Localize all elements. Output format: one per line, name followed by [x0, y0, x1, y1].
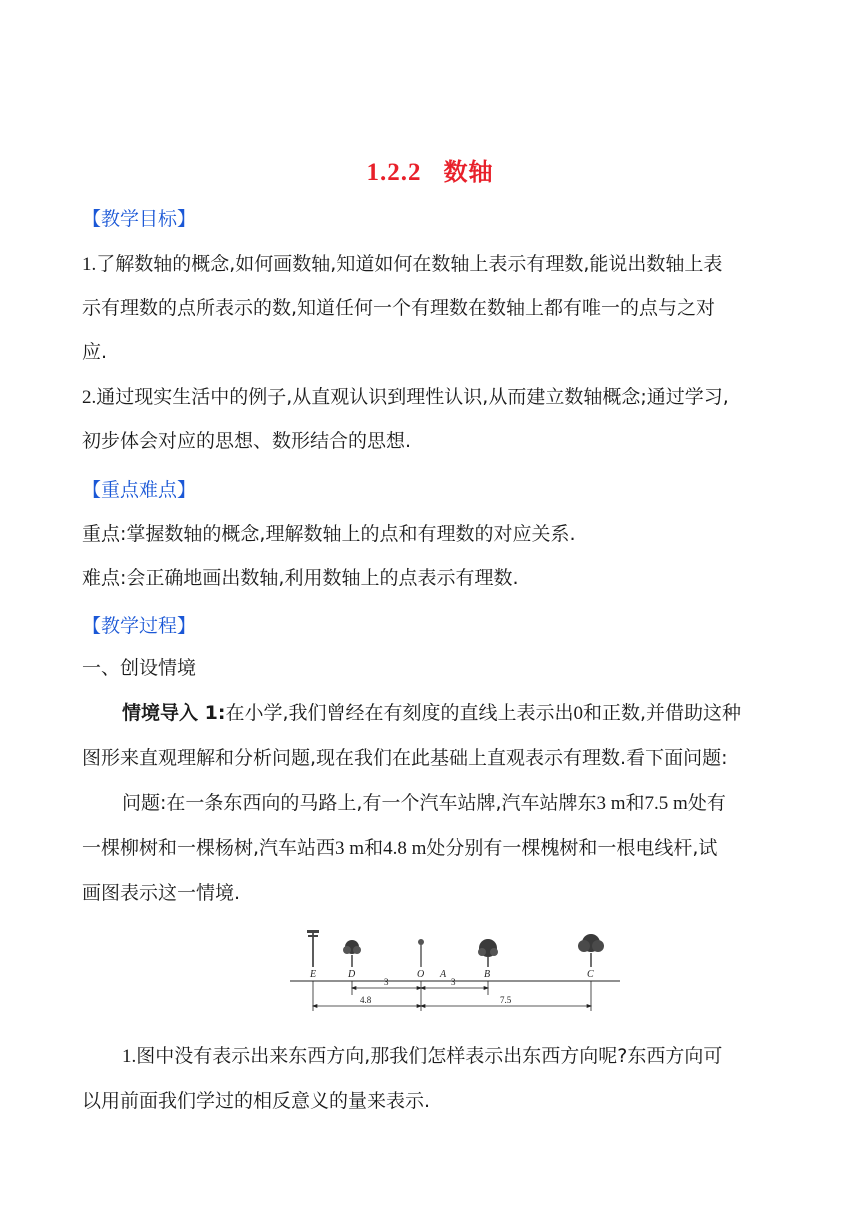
label-d: D: [348, 969, 356, 980]
question-number: 1.: [122, 1046, 137, 1067]
tree-icon-d: [343, 940, 361, 967]
question-line-2: 以用前面我们学过的相反意义的量来表示.: [82, 1090, 431, 1112]
goal-2-line-1: [82, 384, 782, 411]
bus-stop-sign-icon: [418, 939, 424, 967]
problem-and-2: 和: [364, 837, 384, 859]
goal-1-text-1: 了解数轴的概念,如何画数轴,知道如何在数轴上表示有理数,能说出数轴上表: [96, 253, 723, 275]
label-o: O: [417, 969, 425, 980]
problem-dist-west-3: 3 m: [335, 838, 365, 859]
dim-label-oe: 4.8: [360, 995, 372, 1005]
goal-1-line-2: 示有理数的点所表示的数,知道任何一个有理数在数轴上都有唯一的点与之对: [82, 297, 716, 319]
utility-pole-icon: [307, 930, 319, 967]
dim-label-od: 3: [384, 977, 389, 987]
problem-and-1: 和: [625, 792, 645, 814]
intro-text-a: 在小学,我们曾经在有刻度的直线上表示出: [225, 702, 574, 724]
goal-1-number: 1.: [82, 254, 97, 275]
key-point: 重点:掌握数轴的概念,理解数轴上的点和有理数的对应关系.: [82, 523, 576, 545]
problem2-text-a: 一棵柳树和一棵杨树,汽车站西: [82, 837, 336, 859]
intro-label: 情境导入 1:: [122, 702, 226, 724]
tree-icon-b: [478, 939, 498, 967]
subheading-create-context: 一、创设情境: [82, 657, 197, 679]
goal-2-number: 2.: [82, 387, 97, 408]
question-text-1: 图中没有表示出来东西方向,那我们怎样表示出东西方向呢?东西方向可: [136, 1045, 723, 1067]
goal-1-line-1: [82, 251, 782, 278]
intro-zero: 0: [573, 703, 583, 724]
key-heading: 【重点难点】: [82, 479, 197, 501]
question-line-1: [122, 1043, 822, 1070]
label-c: C: [587, 969, 594, 980]
problem-line-3: 画图表示这一情境.: [82, 882, 241, 904]
problem2-text-e: 处分别有一棵槐树和一根电线杆,试: [426, 837, 718, 859]
page-title: [0, 152, 860, 187]
dimension-arrows: [313, 987, 591, 1008]
label-e: E: [310, 969, 317, 980]
road-diagram-svg: [288, 925, 622, 1017]
goal-2-text-1: 通过现实生活中的例子,从直观认识到理性认识,从而建立数轴概念;通过学习,: [96, 386, 729, 408]
problem-dist-east-7-5: 7.5 m: [644, 793, 688, 814]
difficulty-point: 难点:会正确地画出数轴,利用数轴上的点表示有理数.: [82, 567, 519, 589]
goal-2-line-2: 初步体会对应的思想、数形结合的思想.: [82, 430, 412, 452]
intro-line-2: 图形来直观理解和分析问题,现在我们在此基础上直观表示有理数.看下面问题:: [82, 747, 728, 769]
dim-label-oc: 7.5: [500, 995, 512, 1005]
goal-1-line-3: 应.: [82, 341, 108, 363]
problem-dist-east-3: 3 m: [596, 793, 626, 814]
title-number: 1.2.2: [366, 159, 422, 186]
road-diagram: [288, 925, 622, 1017]
dim-label-ob: 3: [451, 977, 456, 987]
process-heading: 【教学过程】: [82, 615, 197, 637]
intro-text-c: 和正数,并借助这种: [582, 702, 742, 724]
label-b: B: [484, 969, 491, 980]
problem-text-e: 处有: [687, 792, 726, 814]
intro-line-1: [122, 700, 822, 727]
problem-line-2: [82, 835, 782, 862]
goals-heading: 【教学目标】: [82, 208, 197, 230]
label-a: A: [440, 969, 447, 980]
problem-text-a: 问题:在一条东西向的马路上,有一个汽车站牌,汽车站牌东: [122, 792, 597, 814]
problem-dist-west-4-8: 4.8 m: [383, 838, 427, 859]
title-text: 数轴: [443, 158, 494, 186]
tree-icon-c: [578, 934, 604, 967]
problem-line-1: [122, 790, 822, 817]
